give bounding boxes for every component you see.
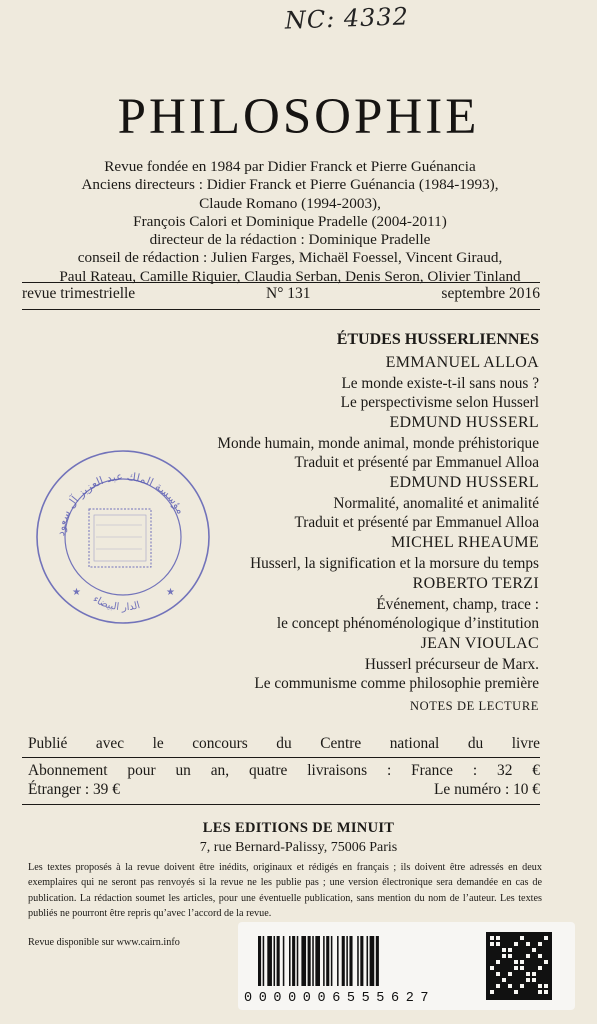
publisher-address: 7, rue Bernard-Palissy, 75006 Paris bbox=[199, 840, 398, 855]
single-issue-price: Le numéro : 10 € bbox=[434, 781, 540, 798]
issue-number: N° 131 bbox=[266, 285, 311, 302]
subscription-word: 32 bbox=[497, 762, 513, 779]
subscription-line bbox=[28, 762, 540, 780]
support-word: du bbox=[467, 735, 484, 752]
support-word: du bbox=[276, 735, 292, 752]
article-title-line: Traduit et présenté par Emmanuel Alloa bbox=[294, 514, 539, 531]
editorial-credits bbox=[20, 158, 560, 286]
toc-entry bbox=[119, 633, 539, 693]
article-title-line: Traduit et présenté par Emmanuel Alloa bbox=[294, 454, 539, 471]
article-title-line: Événement, champ, trace : bbox=[376, 596, 539, 613]
svg-text:★: ★ bbox=[166, 587, 175, 598]
article-title-line: Monde humain, monde animal, monde préhistorique bbox=[217, 435, 539, 452]
article-title-line: Le monde existe-t-il sans nous ? bbox=[341, 375, 539, 392]
article-author: EDMUND HUSSERL bbox=[389, 414, 539, 431]
issue-frequency: revue trimestrielle bbox=[22, 285, 136, 302]
dossier-title: ÉTUDES HUSSERLIENNES bbox=[336, 331, 539, 348]
article-title-line: Husserl précurseur de Marx. bbox=[364, 656, 539, 673]
article-title-line: le concept phénoménologique d’institution bbox=[276, 615, 539, 632]
support-word: concours bbox=[192, 735, 248, 752]
toc-entry bbox=[119, 352, 539, 412]
svg-text:الدار البيضاء bbox=[91, 594, 142, 614]
stamp-bottom-text: الدار البيضاء bbox=[90, 593, 142, 614]
svg-text:مؤسسة الملك عبد العزيز آل سعود bbox=[54, 470, 187, 537]
subscription-word: an, bbox=[210, 762, 230, 779]
credit-line: Paul Rateau, Camille Riquier, Claudia Serban, Denis Seron, Olivier Tinland bbox=[59, 267, 521, 285]
article-author: JEAN VIOULAC bbox=[420, 635, 539, 652]
submission-guidelines: Les textes proposés à la revue doivent être inédits, originaux et rédigés en français ; ils doivent être adressés en deux exemplaires qui ne seront pas renvoyés si la revue ne les publie pas ; une version électronique sera demandée en cas de publication. La rédaction soumet les articles, pour une éventuelle publication, sans mention du nom de l’auteur. Les textes publiés ne pourront être repris qu’avec l’accord de la revue. bbox=[28, 862, 542, 919]
article-title-line: Le perspectivisme selon Husserl bbox=[340, 394, 539, 411]
article-title-line: Husserl, la signification et la morsure du temps bbox=[250, 555, 539, 572]
handwritten-shelf-code: NC: 4332 bbox=[284, 2, 410, 35]
barcode-number: 0000006555627 bbox=[244, 991, 436, 1006]
article-title-line: Normalité, anomalité et animalité bbox=[333, 495, 539, 512]
support-word: avec bbox=[95, 735, 125, 752]
subscription-word: : bbox=[472, 762, 478, 779]
support-word: Publié bbox=[28, 735, 68, 752]
stamp-arc-text: مؤسسة الملك عبد العزيز آل سعود bbox=[54, 469, 188, 537]
divider bbox=[22, 804, 540, 805]
journal-title: PHILOSOPHIE bbox=[117, 89, 480, 145]
subscription-word: quatre bbox=[248, 762, 288, 779]
divider bbox=[22, 282, 540, 283]
credit-line: Revue fondée en 1984 par Didier Franck et Pierre Guénancia bbox=[104, 158, 476, 175]
subscription-word: livraisons bbox=[307, 762, 368, 779]
article-title-line: Le communisme comme philosophie première bbox=[254, 675, 539, 692]
article-author: EDMUND HUSSERL bbox=[389, 474, 539, 491]
divider bbox=[22, 757, 540, 758]
price-row bbox=[28, 781, 540, 799]
publisher-name: LES EDITIONS DE MINUIT bbox=[202, 820, 395, 836]
subscription-word: : bbox=[386, 762, 392, 779]
article-author: ROBERTO TERZI bbox=[412, 575, 539, 592]
support-word: Centre bbox=[320, 735, 362, 752]
issue-info-bar bbox=[22, 285, 540, 303]
credit-line: conseil de rédaction : Julien Farges, Michaël Foessel, Vincent Giraud, bbox=[77, 249, 503, 267]
support-word: national bbox=[389, 735, 440, 752]
credit-line: directeur de la rédaction : Dominique Pradelle bbox=[149, 231, 431, 249]
reading-notes-heading: NOTES DE LECTURE bbox=[409, 699, 539, 713]
subscription-word: un bbox=[175, 762, 191, 779]
issue-date: septembre 2016 bbox=[441, 285, 540, 302]
library-stamp bbox=[34, 445, 212, 630]
svg-text:★: ★ bbox=[72, 587, 81, 598]
credit-line: François Calori et Dominique Pradelle (2004-2011) bbox=[133, 212, 447, 230]
abroad-price: Étranger : 39 € bbox=[28, 781, 120, 798]
support-word: le bbox=[152, 735, 164, 752]
credit-line: Claude Romano (1994-2003), bbox=[199, 194, 381, 212]
availability-note: Revue disponible sur www.cairn.info bbox=[28, 937, 180, 948]
subscription-word: pour bbox=[127, 762, 156, 779]
article-author: EMMANUEL ALLOA bbox=[385, 354, 539, 371]
publisher-block bbox=[0, 820, 597, 856]
subscription-word: Abonnement bbox=[28, 762, 108, 779]
article-author: MICHEL RHEAUME bbox=[390, 534, 539, 551]
credit-line: Anciens directeurs : Didier Franck et Pierre Guénancia (1984-1993), bbox=[81, 176, 499, 194]
support-word: livre bbox=[511, 735, 540, 752]
subscription-word: € bbox=[532, 762, 540, 779]
support-statement bbox=[28, 735, 540, 753]
divider bbox=[22, 309, 540, 310]
subscription-word: France bbox=[411, 762, 453, 779]
